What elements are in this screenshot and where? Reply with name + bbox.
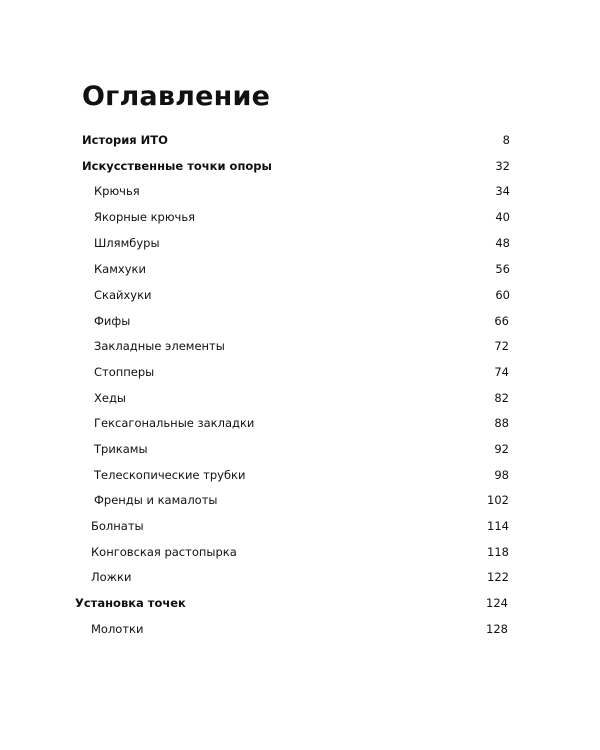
toc-entry-title: Крючья [94, 184, 140, 198]
toc-entry[interactable] [0, 259, 510, 279]
toc-entry-title: История ИТО [82, 133, 168, 147]
toc-entry[interactable] [0, 207, 510, 227]
toc-entry-page-number: 60 [495, 288, 510, 302]
toc-entry-page-number: 122 [487, 570, 509, 584]
toc-entry-page-number: 74 [494, 365, 509, 379]
toc-entry[interactable] [0, 593, 508, 613]
toc-entry[interactable] [0, 130, 510, 150]
toc-entry-title: Молотки [91, 622, 144, 636]
toc-entry-page-number: 56 [495, 262, 510, 276]
toc-entry-title: Трикамы [94, 442, 148, 456]
toc-entry-page-number: 92 [494, 442, 509, 456]
toc-entry[interactable] [0, 311, 509, 331]
toc-entry-page-number: 48 [495, 236, 510, 250]
toc-entry-title: Камхуки [94, 262, 146, 276]
toc-entry-page-number: 34 [495, 184, 510, 198]
toc-entry-page-number: 82 [494, 391, 509, 405]
toc-entry-title: Стопперы [94, 365, 155, 379]
toc-entry-page-number: 128 [486, 622, 508, 636]
toc-entry-page-number: 72 [494, 339, 509, 353]
toc-entry-title: Закладные элементы [94, 339, 225, 353]
toc-entry-page-number: 118 [487, 545, 509, 559]
toc-entry[interactable] [0, 567, 509, 587]
toc-entry-title: Френды и камалоты [94, 493, 218, 507]
toc-entry[interactable] [0, 542, 509, 562]
toc-entry[interactable] [0, 619, 508, 639]
toc-entry-page-number: 102 [487, 493, 509, 507]
toc-entry[interactable] [0, 490, 509, 510]
toc-entry-page-number: 66 [494, 314, 509, 328]
toc-entry-title: Телескопические трубки [94, 468, 246, 482]
toc-entry-title: Фифы [94, 314, 131, 328]
toc-entry-title: Скайхуки [94, 288, 152, 302]
toc-entry-title: Конговская растопырка [91, 545, 237, 559]
toc-entry[interactable] [0, 388, 509, 408]
toc-entry-page-number: 98 [494, 468, 509, 482]
toc-entry-title: Искусственные точки опоры [82, 159, 272, 173]
toc-entry[interactable] [0, 233, 510, 253]
toc-entry[interactable] [0, 465, 509, 485]
toc-entry-page-number: 114 [487, 519, 509, 533]
toc-entry-page-number: 8 [502, 133, 510, 147]
toc-entry[interactable] [0, 362, 509, 382]
toc-entry[interactable] [0, 439, 509, 459]
toc-entry[interactable] [0, 336, 509, 356]
toc-entry-page-number: 40 [495, 210, 510, 224]
toc-entry[interactable] [0, 285, 510, 305]
toc-entry-title: Шлямбуры [94, 236, 160, 250]
toc-entry-page-number: 88 [494, 416, 509, 430]
toc-entry-title: Установка точек [75, 596, 186, 610]
page-title: Оглавление [82, 81, 271, 112]
toc-entry[interactable] [0, 181, 510, 201]
toc-entry-title: Якорные крючья [94, 210, 196, 224]
toc-entry[interactable] [0, 516, 509, 536]
toc-entry-title: Болнаты [91, 519, 144, 533]
toc-entry-page-number: 32 [495, 159, 510, 173]
toc-entry-title: Хеды [94, 391, 126, 405]
toc-entry[interactable] [0, 413, 509, 433]
toc-entry-title: Гексагональные закладки [94, 416, 255, 430]
toc-entry[interactable] [0, 156, 510, 176]
toc-entry-title: Ложки [91, 570, 132, 584]
toc-entry-page-number: 124 [486, 596, 508, 610]
